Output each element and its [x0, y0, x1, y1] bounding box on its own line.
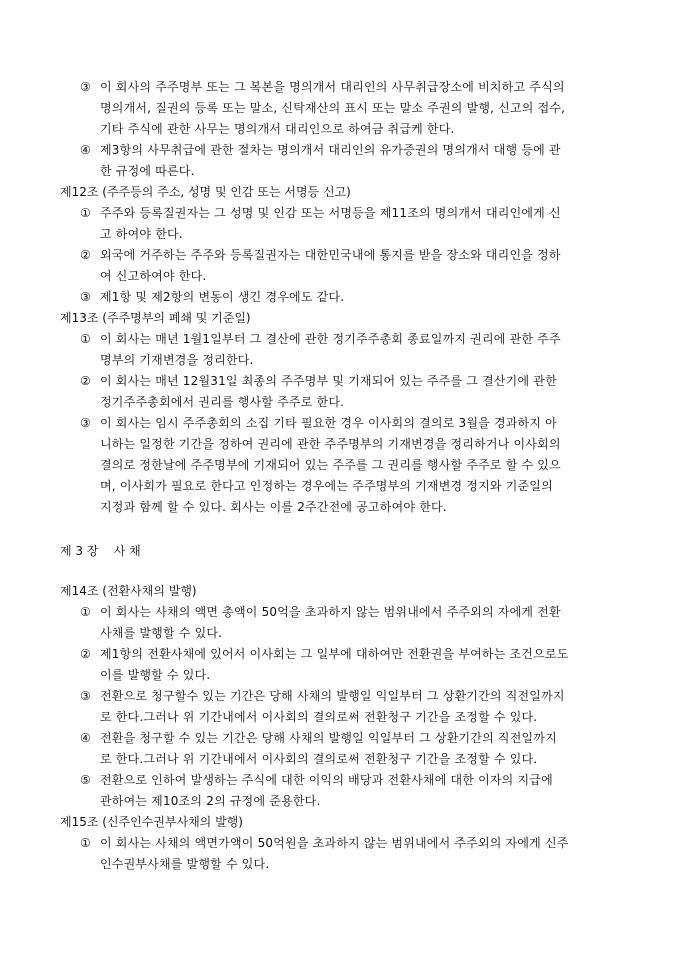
item-text-line: 로 한다.그러나 위 기간내에서 이사회의 결의로써 전환청구 기간을 조정할 수 있다.: [100, 752, 538, 766]
item-text-line: 명부의 기재변경을 정리한다.: [100, 353, 254, 367]
item-text-line: 주주와 등록질권자는 그 성명 및 인감 또는 서명등을 제11조의 명의개서 대리인에게 신: [100, 206, 561, 220]
item-text-line: 정기주주총회에서 권리를 행사할 주주로 한다.: [100, 395, 345, 409]
item-text-line: 사채를 발행할 수 있다.: [100, 626, 223, 640]
item-number: ②: [80, 647, 91, 661]
item-number: ④: [80, 143, 91, 157]
article-title: 제13조 (주주명부의 폐쇄 및 기준일): [60, 311, 251, 325]
item-number: ①: [80, 605, 91, 619]
item-text-line: 인수권부사채를 발행할 수 있다.: [100, 857, 270, 871]
item-number: ④: [80, 731, 91, 745]
item-number: ②: [80, 248, 91, 262]
item-text-line: 전환으로 인하여 발생하는 주식에 대한 이익의 배당과 전환사채에 대한 이자의 지급에: [100, 773, 553, 787]
item-text-line: 며, 이사회가 필요로 한다고 인정하는 경우에는 주주명부의 기재변경 정지와 기준일의: [100, 479, 553, 493]
item-text-line: 외국에 거주하는 주주와 등록질권자는 대한민국내에 통지를 받을 장소와 대리인을 정하: [100, 248, 561, 262]
item-text-line: 전환을 청구할 수 있는 기간은 당해 사채의 발행일 익일부터 그 상환기간의 직전일까지: [100, 731, 557, 745]
item-text-line: 제1항 및 제2항의 변동이 생긴 경우에도 같다.: [100, 290, 345, 304]
item-text-line: 이 회사는 사채의 액면 총액이 50억을 초과하지 않는 범위내에서 주주외의 자에게 전환: [100, 605, 561, 619]
item-text-line: 전환으로 청구할수 있는 기간은 당해 사채의 발행일 익일부터 그 상환기간의 직전일까지: [100, 689, 565, 703]
item-text-line: 결의로 정한날에 주주명부에 기재되어 있는 주주를 그 권리를 행사할 주주로 할 수 있으: [100, 458, 561, 472]
item-text-line: 니하는 일정한 기간을 정하여 권리에 관한 주주명부의 기재변경을 정리하거나 이사회의: [100, 437, 561, 451]
item-text-line: 명의개서, 질권의 등록 또는 말소, 신탁재산의 표시 또는 말소 주권의 발행, 신고의 접수,: [100, 101, 566, 115]
item-number: ①: [80, 332, 91, 346]
item-number: ③: [80, 689, 91, 703]
item-text-line: 이 회사의 주주명부 또는 그 복본을 명의개서 대리인의 사무취급장소에 비치하고 주식의: [100, 80, 565, 94]
item-text-line: 제1항의 전환사채에 있어서 이사회는 그 일부에 대하여만 전환권을 부여하는 조건으로도: [100, 647, 569, 661]
item-text-line: 한 규정에 따른다.: [100, 164, 195, 178]
item-text-line: 기타 주식에 관한 사무는 명의개서 대리인으로 하여금 취급케 한다.: [100, 122, 455, 136]
item-number: ①: [80, 836, 91, 850]
item-text-line: 고 하여야 한다.: [100, 227, 183, 241]
item-number: ⑤: [80, 773, 91, 787]
item-text-line: 여 신고하여야 한다.: [100, 269, 207, 283]
item-text-line: 이 회사는 매년 1월1일부터 그 결산에 관한 정기주주총회 종료일까지 권리에 관한 주주: [100, 332, 561, 346]
item-number: ③: [80, 290, 91, 304]
item-text-line: 제3항의 사무취급에 관한 절차는 명의개서 대리인의 유가증권의 명의개서 대행 등에 관: [100, 143, 561, 157]
article-title: 제14조 (전환사채의 발행): [60, 584, 197, 598]
item-number: ①: [80, 206, 91, 220]
item-number: ③: [80, 416, 91, 430]
item-text-line: 이 회사는 사채의 액면가액이 50억원을 초과하지 않는 범위내에서 주주외의 자에게 신주: [100, 836, 569, 850]
article-title: 제12조 (주주등의 주소, 성명 및 인감 또는 서명등 신고): [60, 185, 351, 199]
item-number: ③: [80, 80, 91, 94]
item-text-line: 로 한다.그러나 위 기간내에서 이사회의 결의로써 전환청구 기간을 조정할 수 있다.: [100, 710, 538, 724]
item-text-line: 이를 발행할 수 있다.: [100, 668, 211, 682]
item-number: ②: [80, 374, 91, 388]
chapter-title: 제 3 장 사 채: [60, 544, 141, 558]
item-text-line: 관하여는 제10조의 2의 규정에 준용한다.: [100, 794, 321, 808]
item-text-line: 이 회사는 매년 12월31일 최종의 주주명부 및 기재되어 있는 주주를 그 결산기에 관한: [100, 374, 557, 388]
item-text-line: 이 회사는 임시 주주총회의 소집 기타 필요한 경우 이사회의 결의로 3월을 경과하지 아: [100, 416, 557, 430]
article-title: 제15조 (신주인수권부사채의 발행): [60, 815, 243, 829]
item-text-line: 지정과 함께 할 수 있다. 회사는 이를 2주간전에 공고하여야 한다.: [100, 500, 447, 514]
